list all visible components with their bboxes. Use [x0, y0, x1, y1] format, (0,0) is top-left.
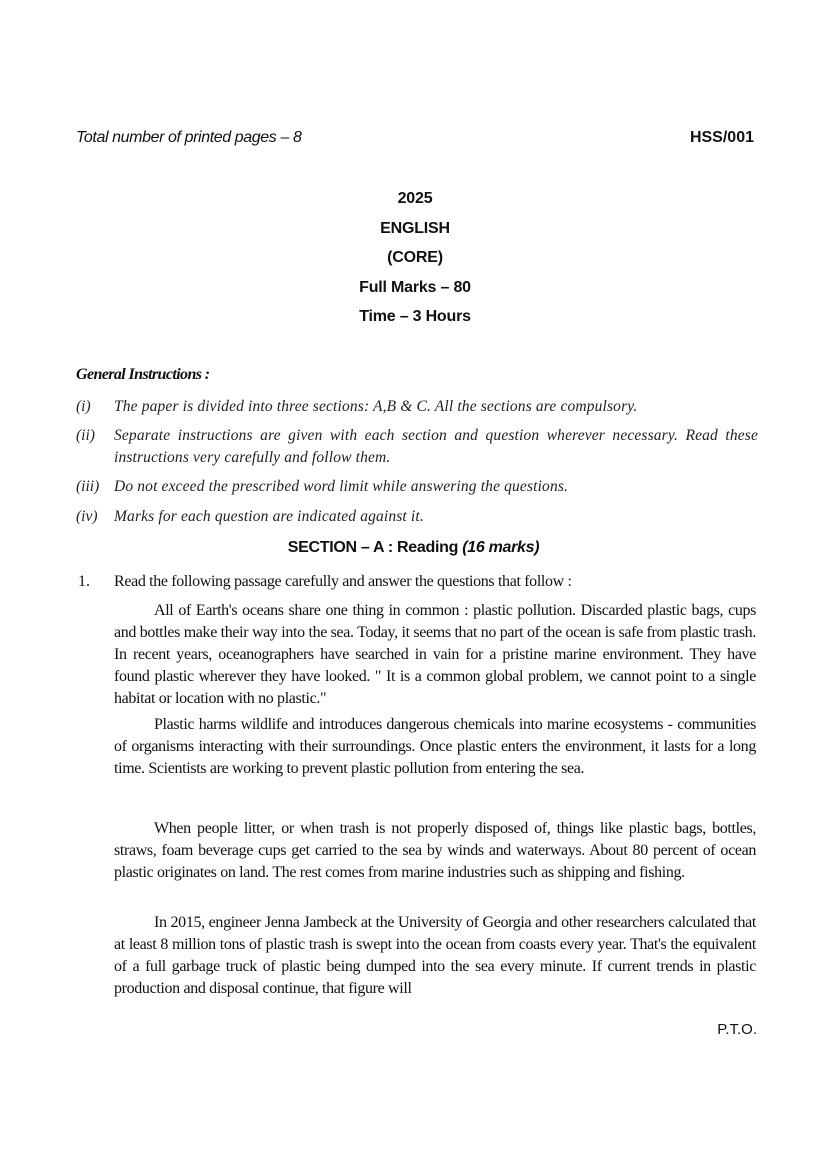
passage-paragraph-3: When people litter, or when trash is not properly disposed of, things like plastic bags, bottles, straws, foam beverage cups get carried to the sea by winds and waterways. About 80 percent of ocean plastic originates on land. The rest comes from marine industries such as shipping and fishing.: [114, 820, 756, 881]
paper-code: HSS/001: [689, 129, 754, 146]
section-a-heading: [0, 539, 827, 557]
page-header: [76, 129, 754, 151]
instruction-item: [76, 506, 758, 528]
instruction-number: (i): [76, 398, 91, 415]
question-number: 1.: [78, 573, 90, 590]
exam-time: Time – 3 Hours: [359, 308, 471, 325]
instruction-text: The paper is divided into three sections: A,B & C. All the sections are compulsory.: [114, 398, 638, 415]
instruction-text: Separate instructions are given with each section and question wherever necessary. Read these instructions very carefully and follow them.: [114, 427, 758, 466]
exam-year: 2025: [397, 190, 433, 207]
exam-variant: (CORE): [387, 249, 443, 266]
instruction-number: (iii): [76, 478, 100, 495]
passage-paragraph: [114, 912, 756, 1000]
instruction-number: (ii): [76, 427, 95, 444]
general-instructions-heading: General Instructions :: [76, 366, 210, 383]
section-a-title: SECTION – A : Reading: [287, 539, 459, 556]
instruction-text: Do not exceed the prescribed word limit while answering the questions.: [114, 478, 569, 495]
passage-paragraph: [114, 818, 756, 884]
instruction-item: [76, 396, 758, 418]
question-1-prompt: [78, 571, 758, 593]
passage-paragraph: [114, 600, 756, 710]
instruction-text: Marks for each question are indicated against it.: [114, 508, 424, 525]
passage-paragraph-2: Plastic harms wildlife and introduces dangerous chemicals into marine ecosystems - communities of organisms interacting with their surroundings. Once plastic enters the environment, it lasts for a long time. Scientists are working to prevent plastic pollution from entering the sea.: [114, 716, 756, 777]
please-turn-over: P.T.O.: [717, 1021, 757, 1038]
printed-pages-count: Total number of printed pages – 8: [76, 129, 302, 146]
question-prompt-text: Read the following passage carefully and answer the questions that follow :: [114, 573, 572, 590]
passage-paragraph-1: All of Earth's oceans share one thing in common : plastic pollution. Discarded plastic bags, cups and bottles make their way into the sea. Today, it seems that no part of the ocean is safe from plastic trash. In recent years, oceanographers have searched in vain for a pristine marine environment. They have found plastic wherever they have looked. " It is a common global problem, we cannot point to a single habitat or location with no plastic.": [114, 602, 756, 707]
section-a-marks: (16 marks): [462, 539, 540, 556]
instruction-item: [76, 425, 758, 469]
exam-subject: ENGLISH: [380, 219, 450, 237]
full-marks: Full Marks – 80: [359, 278, 471, 296]
passage-paragraph-4: In 2015, engineer Jenna Jambeck at the University of Georgia and other researchers calculated that at least 8 million tons of plastic trash is swept into the ocean from coasts every year. That's the equivalent of a full garbage truck of plastic being dumped into the sea every minute. If current trends in plastic production and disposal continue, that figure will: [114, 914, 756, 997]
exam-title-block: [0, 188, 827, 336]
passage-paragraph: [114, 714, 756, 780]
instruction-number: (iv): [76, 508, 98, 525]
instruction-item: [76, 476, 758, 498]
